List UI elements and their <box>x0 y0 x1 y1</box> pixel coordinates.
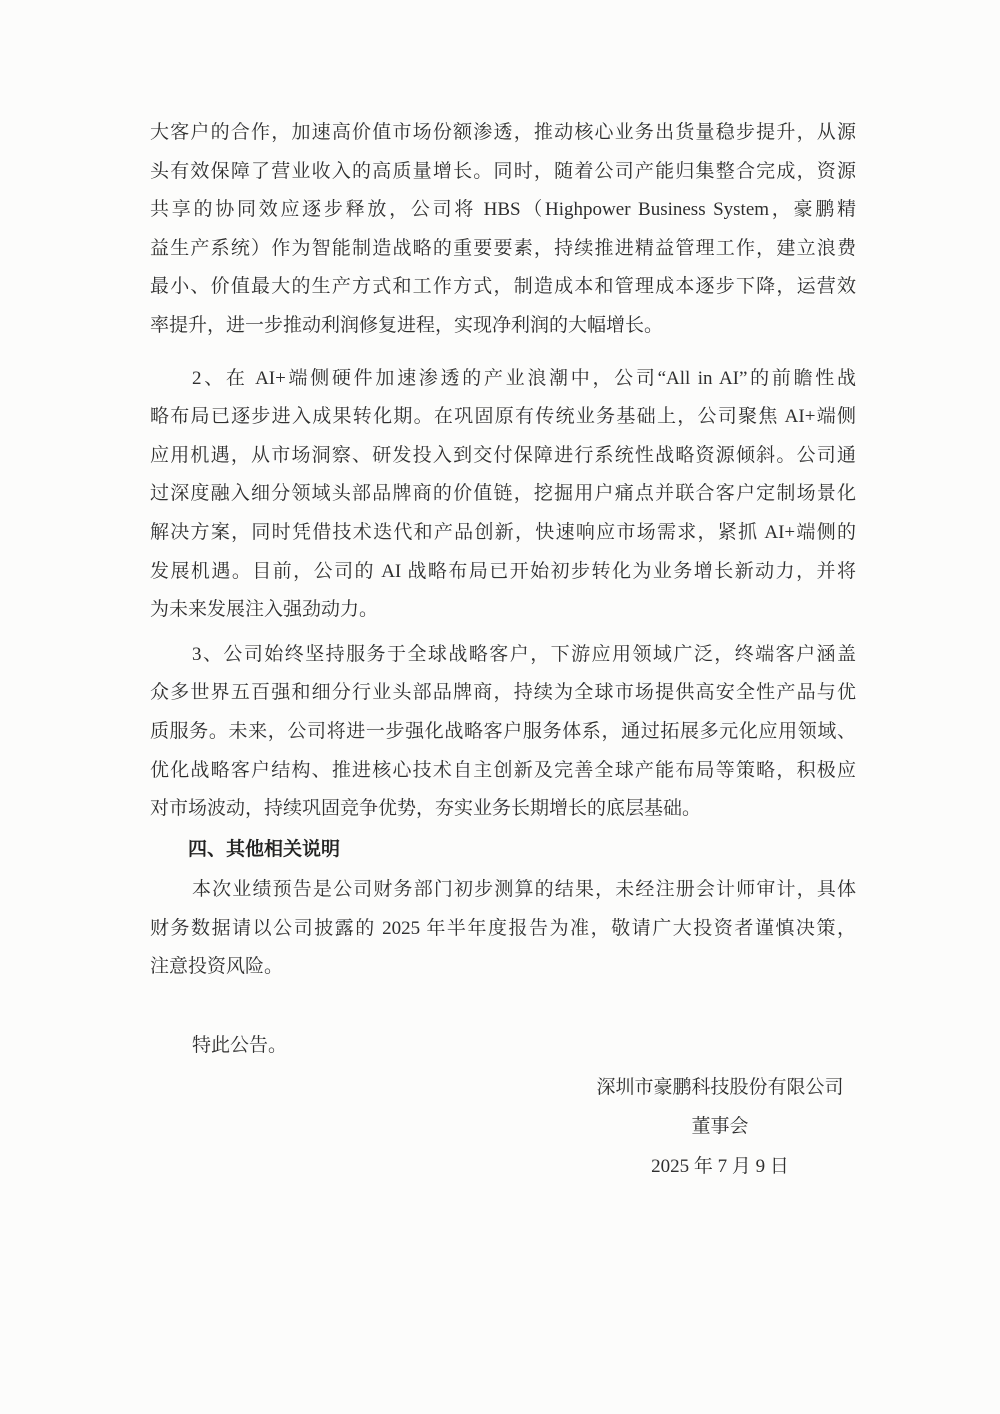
text-line: 3、公司始终坚持服务于全球战略客户，下游应用领域广泛，终端客户涵盖 <box>192 643 856 665</box>
text-line: 2、在 AI+端侧硬件加速渗透的产业浪潮中，公司“All in AI”的前瞻性战 <box>192 367 856 389</box>
text-line: 共享的协同效应逐步释放，公司将 HBS（Highpower Business System，豪鹏精 <box>150 199 856 221</box>
text-line: 略布局已逐步进入成果转化期。在巩固原有传统业务基础上，公司聚焦 AI+端侧 <box>150 406 856 428</box>
text-line: 最小、价值最大的生产方式和工作方式，制造成本和管理成本逐步下降，运营效 <box>150 276 856 298</box>
signature-line: 深圳市豪鹏科技股份有限公司 <box>596 1076 844 1098</box>
text-line: 注意投资风险。 <box>150 956 284 978</box>
text-line: 众多世界五百强和细分行业头部品牌商，持续为全球市场提供高安全性产品与优 <box>150 682 856 704</box>
text-line: 过深度融入细分领域头部品牌商的价值链，挖掘用户痛点并联合客户定制场景化 <box>150 483 856 505</box>
text-line: 为未来发展注入强劲动力。 <box>150 599 379 621</box>
text-line: 解决方案，同时凭借技术迭代和产品创新，快速响应市场需求，紧抓 AI+端侧的 <box>150 521 856 543</box>
text-line: 对市场波动，持续巩固竞争优势，夯实业务长期增长的底层基础。 <box>150 798 702 820</box>
body-paragraph <box>150 871 856 987</box>
text-line: 率提升，进一步推动利润修复进程，实现净利润的大幅增长。 <box>150 314 664 336</box>
text-line: 应用机遇，从市场洞察、研发投入到交付保障进行系统性战略资源倾斜。公司通 <box>150 444 856 466</box>
text-line: 特此公告。 <box>192 1035 288 1057</box>
signature-block <box>584 1068 856 1187</box>
document-body <box>150 114 856 1186</box>
body-paragraph <box>150 1027 856 1066</box>
section-heading: 四、其他相关说明 <box>188 838 341 860</box>
text-line: 本次业绩预告是公司财务部门初步测算的结果，未经注册会计师审计，具体 <box>192 879 856 901</box>
text-line: 质服务。未来，公司将进一步强化战略客户服务体系，通过拓展多元化应用领域、 <box>150 720 856 742</box>
signature-line: 2025 年 7 月 9 日 <box>651 1155 789 1177</box>
text-line: 发展机遇。目前，公司的 AI 战略布局已开始初步转化为业务增长新动力，并将 <box>150 560 856 582</box>
text-line: 大客户的合作，加速高价值市场份额渗透，推动核心业务出货量稳步提升，从源 <box>150 122 856 143</box>
body-paragraph <box>150 114 856 346</box>
text-line: 益生产系统）作为智能制造战略的重要要素，持续推进精益管理工作，建立浪费 <box>150 237 856 259</box>
body-paragraph <box>150 636 856 829</box>
text-line: 财务数据请以公司披露的 2025 年半年度报告为准，敬请广大投资者谨慎决策， <box>150 917 856 939</box>
signature-line: 董事会 <box>691 1116 749 1138</box>
text-line: 头有效保障了营业收入的高质量增长。同时，随着公司产能归集整合完成，资源 <box>150 160 856 182</box>
body-paragraph <box>150 360 856 630</box>
text-line: 优化战略客户结构、推进核心技术自主创新及完善全球产能布局等策略，积极应 <box>150 759 856 781</box>
